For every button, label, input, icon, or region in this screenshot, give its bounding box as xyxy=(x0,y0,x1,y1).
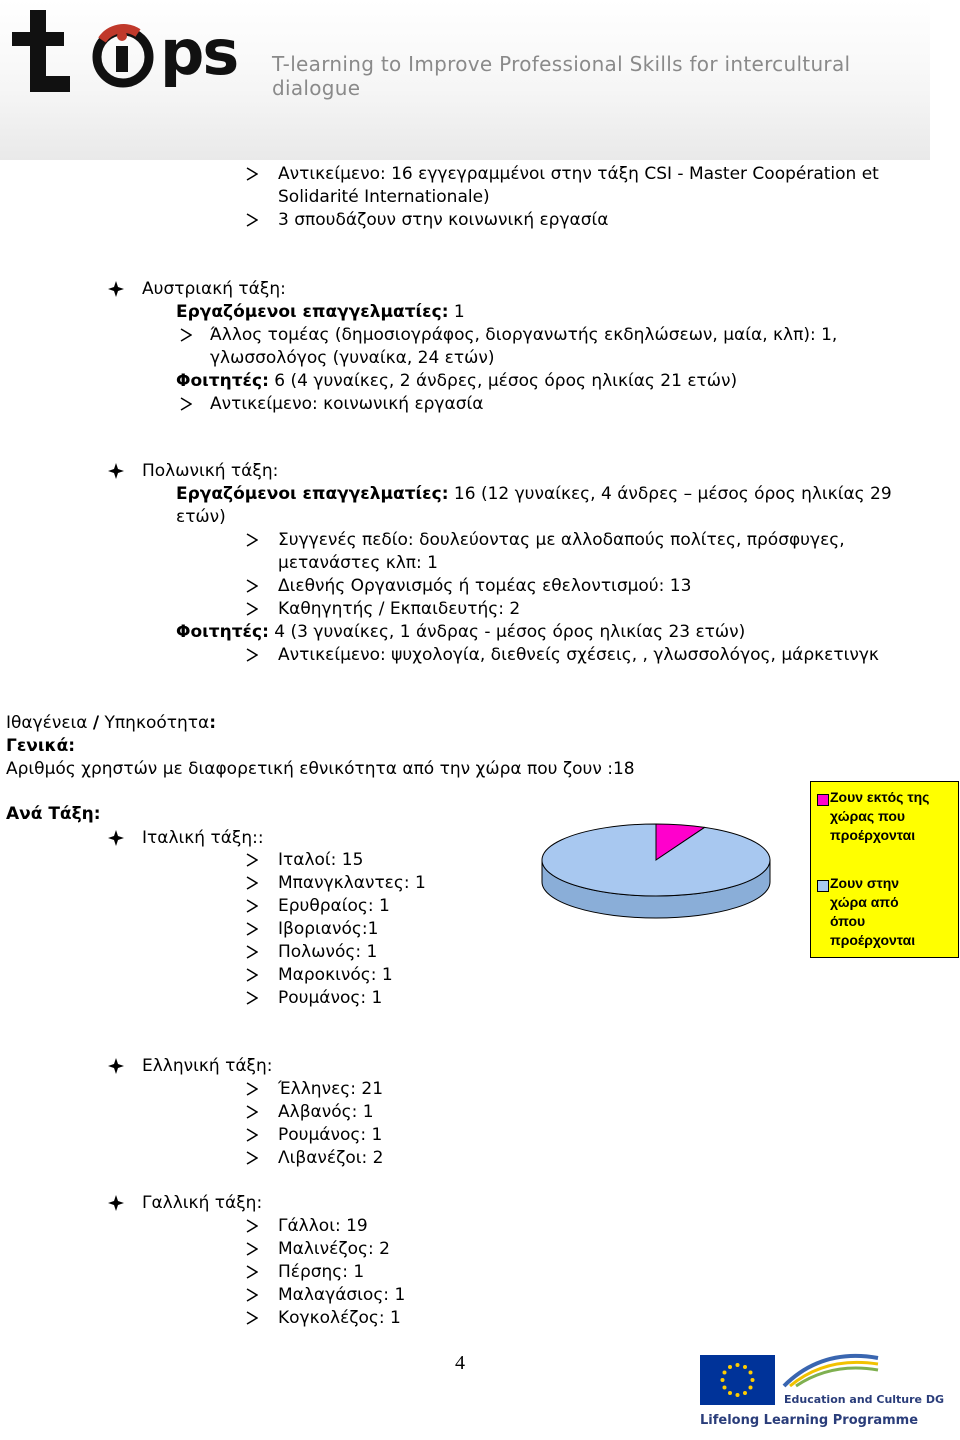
page-number: 4 xyxy=(455,1352,465,1374)
arrow-bullet-icon xyxy=(246,899,258,913)
legend-label: όπου xyxy=(830,913,866,929)
llp-text: Lifelong Learning Programme xyxy=(700,1413,919,1428)
diamond-bullet-icon xyxy=(108,1195,124,1211)
arrow-bullet-icon xyxy=(246,648,258,662)
section-title-austria: Αυστριακή τάξη: xyxy=(142,279,286,299)
list-item: Ρουμάνος: 1 xyxy=(278,988,383,1008)
text-line: γλωσσολόγος (γυναίκα, 24 ετών) xyxy=(210,348,495,368)
text-line: 3 σπουδάζουν στην κοινωνική εργασία xyxy=(278,210,609,230)
arrow-bullet-icon xyxy=(246,945,258,959)
list-item: Ιβοριανός:1 xyxy=(278,919,379,939)
legend-label: Ζουν εκτός της xyxy=(830,789,930,805)
text-line: Συγγενές πεδίο: δουλεύοντας με αλλοδαπούς πολίτες, πρόσφυγες, xyxy=(278,530,845,550)
section-title-greece: Ελληνική τάξη: xyxy=(142,1056,273,1076)
eu-dg-text: Education and Culture DG xyxy=(784,1393,945,1406)
legend-label: προέρχονται xyxy=(830,932,916,948)
arrow-bullet-icon xyxy=(246,167,258,181)
diamond-bullet-icon xyxy=(108,281,124,297)
origin-heading xyxy=(6,712,216,734)
eu-flag-icon xyxy=(700,1355,775,1405)
text-line: Διεθνής Οργανισμός ή τομέας εθελοντισμού: 13 xyxy=(278,576,692,596)
text-line: Αντικείμενο: 16 εγγεγραμμένοι στην τάξη CSI - Master Coopération et xyxy=(278,164,879,184)
arrow-bullet-icon xyxy=(246,1311,258,1325)
arrow-bullet-icon xyxy=(246,213,258,227)
arrow-bullet-icon xyxy=(246,968,258,982)
list-item: Πέρσης: 1 xyxy=(278,1262,365,1282)
list-item: Μαλαγάσιος: 1 xyxy=(278,1285,406,1305)
diamond-bullet-icon xyxy=(108,1058,124,1074)
text-line xyxy=(176,301,465,323)
legend-label: Ζουν στην xyxy=(830,875,900,891)
arrow-bullet-icon xyxy=(246,853,258,867)
general-heading: Γενικά: xyxy=(6,736,76,756)
lifelong-swoosh-icon xyxy=(782,1352,882,1390)
value: 6 (4 γυναίκες, 2 άνδρες, μέσος όρος ηλικίας 21 ετών) xyxy=(268,371,738,391)
diamond-bullet-icon xyxy=(108,830,124,846)
arrow-bullet-icon xyxy=(246,1219,258,1233)
list-item: Έλληνες: 21 xyxy=(278,1079,384,1099)
origin-a: Ιθαγένεια xyxy=(6,713,93,733)
section-title-france: Γαλλική τάξη: xyxy=(142,1193,263,1213)
arrow-bullet-icon xyxy=(246,1151,258,1165)
logo-ring-icon xyxy=(88,22,158,92)
text-line: Καθηγητής / Εκπαιδευτής: 2 xyxy=(278,599,521,619)
list-item: Μαροκινός: 1 xyxy=(278,965,393,985)
eu-stars-icon xyxy=(700,1355,775,1405)
arrow-bullet-icon xyxy=(246,1265,258,1279)
list-item: Γάλλοι: 19 xyxy=(278,1216,368,1236)
text-line: Αντικείμενο: ψυχολογία, διεθνείς σχέσεις, , γλωσσολόγος, μάρκετινγκ xyxy=(278,645,879,665)
arrow-bullet-icon xyxy=(180,328,192,342)
text-line xyxy=(176,370,737,392)
arrow-bullet-icon xyxy=(246,1128,258,1142)
arrow-bullet-icon xyxy=(246,1105,258,1119)
section-title-poland: Πολωνική τάξη: xyxy=(142,461,279,481)
origin-b: Υπηκοότητα xyxy=(99,713,210,733)
text-line: ετών) xyxy=(176,507,226,527)
header-banner xyxy=(0,0,930,160)
arrow-bullet-icon xyxy=(180,397,192,411)
pie-slice-1 xyxy=(542,824,770,896)
legend-swatch-outside xyxy=(817,794,829,806)
label: Εργαζόμενοι επαγγελματίες: xyxy=(176,484,449,504)
label: Εργαζόμενοι επαγγελματίες: xyxy=(176,302,449,322)
arrow-bullet-icon xyxy=(246,1288,258,1302)
label: Φοιτητές: xyxy=(176,371,269,391)
list-item: Ιταλοί: 15 xyxy=(278,850,364,870)
list-item: Ερυθραίος: 1 xyxy=(278,896,390,916)
label: Φοιτητές: xyxy=(176,622,269,642)
list-item: Ρουμάνος: 1 xyxy=(278,1125,383,1145)
arrow-bullet-icon xyxy=(246,533,258,547)
arrow-bullet-icon xyxy=(246,602,258,616)
text-line: μετανάστες κλπ: 1 xyxy=(278,553,438,573)
list-item: Κογκολέζος: 1 xyxy=(278,1308,401,1328)
text-line: Solidarité Internationale) xyxy=(278,187,490,207)
legend-label: χώρα από xyxy=(830,894,899,910)
list-item: Μαλινέζος: 2 xyxy=(278,1239,390,1259)
list-item: Πολωνός: 1 xyxy=(278,942,378,962)
users-count: Αριθμός χρηστών με διαφορετική εθνικότητα από την χώρα που ζουν :18 xyxy=(6,759,635,779)
list-item: Λιβανέζοι: 2 xyxy=(278,1148,384,1168)
arrow-bullet-icon xyxy=(246,1082,258,1096)
legend-label: προέρχονται xyxy=(830,827,916,843)
origin-slash: / xyxy=(92,713,100,733)
arrow-bullet-icon xyxy=(246,922,258,936)
arrow-bullet-icon xyxy=(246,991,258,1005)
text-line xyxy=(176,621,745,643)
origin-colon: : xyxy=(209,713,217,733)
logo-t-icon xyxy=(12,10,82,92)
tagline: T-learning to Improve Professional Skills for intercultural dialogue xyxy=(272,52,851,100)
section-title-italy: Ιταλική τάξη:: xyxy=(142,828,264,848)
per-class-heading: Ανά Τάξη: xyxy=(6,804,101,824)
arrow-bullet-icon xyxy=(246,579,258,593)
legend-label: χώρας που xyxy=(830,808,906,824)
value: 4 (3 γυναίκες, 1 άνδρας - μέσος όρος ηλικίας 23 ετών) xyxy=(268,622,746,642)
value: 1 xyxy=(448,302,465,322)
logo-text: ps xyxy=(160,16,238,89)
diamond-bullet-icon xyxy=(108,463,124,479)
arrow-bullet-icon xyxy=(246,1242,258,1256)
arrow-bullet-icon xyxy=(246,876,258,890)
list-item: Μπανγκλαντες: 1 xyxy=(278,873,426,893)
list-item: Αλβανός: 1 xyxy=(278,1102,374,1122)
value: 16 (12 γυναίκες, 4 άνδρες – μέσος όρος ηλικίας 29 xyxy=(448,484,892,504)
text-line: Άλλος τομέας (δημοσιογράφος, διοργανωτής εκδηλώσεων, μαία, κλπ): 1, xyxy=(210,325,838,345)
chart-legend xyxy=(810,781,959,958)
text-line: Αντικείμενο: κοινωνική εργασία xyxy=(210,394,484,414)
pie-chart xyxy=(536,818,776,930)
legend-swatch-inside xyxy=(817,880,829,892)
text-line xyxy=(176,483,892,505)
